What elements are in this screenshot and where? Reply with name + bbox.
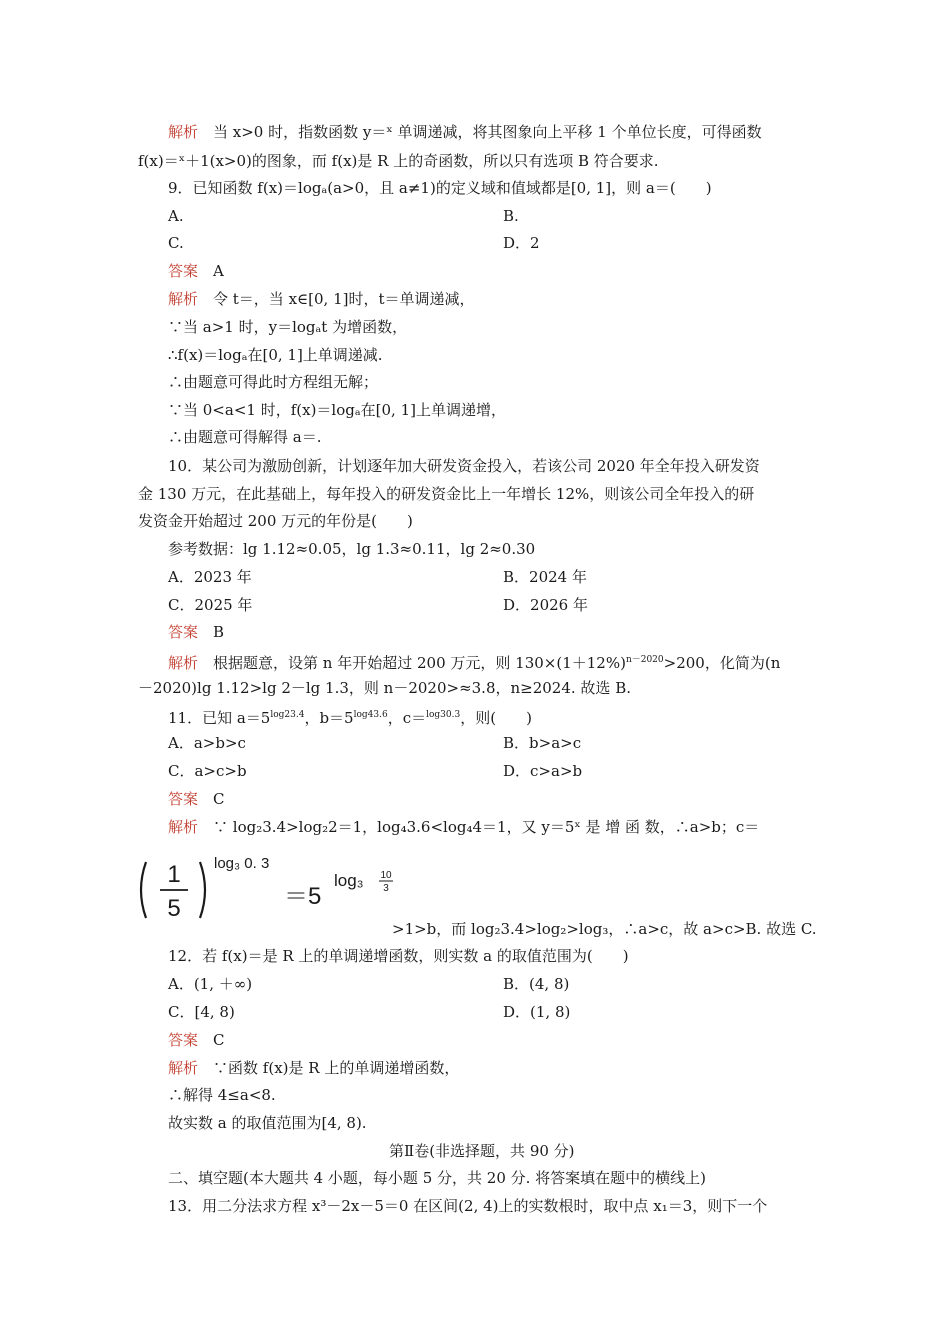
answer-line xyxy=(168,1029,225,1051)
explanation-label: 解析 xyxy=(168,123,199,141)
explanation-line: ∴解得 4≤a<8. xyxy=(168,1086,276,1104)
exponent: log43.6 xyxy=(353,710,388,720)
answer-label: 答案 xyxy=(168,790,199,808)
option-c: C．[4, 8) xyxy=(168,1003,235,1021)
option-a: A．(1, ＋∞) xyxy=(168,975,253,993)
answer-label: 答案 xyxy=(168,623,199,641)
fraction-denominator: 5 xyxy=(167,895,181,922)
option-d: D．2 xyxy=(503,234,540,252)
option-a: A．a>b>c xyxy=(168,734,246,752)
explanation-label: 解析 xyxy=(168,818,199,836)
exponent: log23.4 xyxy=(270,710,305,720)
right-paren xyxy=(200,862,205,918)
option-c: C．a>c>b xyxy=(168,762,247,780)
exponent-log: log₃ xyxy=(334,871,364,890)
explanation-line: f(x)＝ˣ＋1(x>0)的图象，而 f(x)是 R 上的奇函数，所以只有选项 B 符合要求. xyxy=(138,152,659,170)
answer-value: C xyxy=(213,1031,225,1049)
explanation-line: －2020)lg 1.12>lg 2－lg 1.3，则 n－2020>≈3.8，n≥2024. 故选 B. xyxy=(138,679,631,697)
explanation-text: >200，化简为(n xyxy=(663,654,781,672)
explanation-line xyxy=(168,816,759,838)
answer-label: 答案 xyxy=(168,1031,199,1049)
question-10-stem: 10．某公司为激励创新，计划逐年加大研发资金投入，若该公司 2020 年全年投入研发资 xyxy=(168,457,760,475)
left-paren xyxy=(141,862,146,918)
explanation-line: ∵当 a>1 时，y＝logₐt 为增函数， xyxy=(168,318,408,336)
option-b: B．2024 年 xyxy=(503,568,587,586)
question-11-stem xyxy=(168,704,532,729)
exponent-fraction-numerator: 10 xyxy=(380,870,392,881)
exponent: log30.3 xyxy=(426,710,461,720)
option-b: B．(4, 8) xyxy=(503,975,570,993)
stem-part: ，b＝5 xyxy=(304,709,354,727)
explanation-line: ∵当 0<a<1 时，f(x)＝logₐ在[0, 1]上单调递增， xyxy=(168,401,506,419)
question-10-stem: 发资金开始超过 200 万元的年份是( ) xyxy=(138,512,413,530)
option-d: D．2026 年 xyxy=(503,596,588,614)
explanation-line: ∴由题意可得解得 a＝. xyxy=(168,428,322,446)
explanation-text: ∵函数 f(x)是 R 上的单调递增函数， xyxy=(198,1059,460,1077)
answer-line xyxy=(168,621,224,643)
formula-svg xyxy=(134,852,434,928)
fraction-numerator: 1 xyxy=(167,861,181,888)
explanation-line xyxy=(168,1057,459,1079)
option-a: A．2023 年 xyxy=(168,568,252,586)
equals-five: ＝5 xyxy=(284,883,322,910)
explanation-line: 故实数 a 的取值范围为[4, 8). xyxy=(168,1114,367,1132)
explanation-label: 解析 xyxy=(168,290,199,308)
exponent: n－2020 xyxy=(625,655,664,665)
answer-line xyxy=(168,260,224,282)
answer-line xyxy=(168,788,225,810)
reference-data: 参考数据：lg 1.12≈0.05，lg 1.3≈0.11，lg 2≈0.30 xyxy=(168,540,536,558)
stem-part: ，c＝ xyxy=(387,709,427,727)
stem-part: 11．已知 a＝5 xyxy=(168,709,271,727)
explanation-line xyxy=(168,649,780,674)
option-c: C. xyxy=(168,234,184,252)
explanation-line: ∴f(x)＝logₐ在[0, 1]上单调递减. xyxy=(168,346,383,364)
exponent-fraction-denominator: 3 xyxy=(383,883,389,894)
explanation-text: 当 x>0 时，指数函数 y＝ˣ 单调递减，将其图象向上平移 1 个单位长度，可得函数 xyxy=(198,123,762,141)
formula-image xyxy=(134,852,434,928)
option-d: D．c>a>b xyxy=(503,762,583,780)
option-b: B. xyxy=(503,207,519,225)
answer-label: 答案 xyxy=(168,262,199,280)
stem-part: ，则( ) xyxy=(460,709,532,727)
explanation-label: 解析 xyxy=(168,654,199,672)
answer-value: C xyxy=(213,790,225,808)
explanation-text: 根据题意，设第 n 年开始超过 200 万元，则 130×(1＋12%) xyxy=(198,654,626,672)
exponent-log: log₃ 0. 3 xyxy=(214,855,270,872)
explanation-line xyxy=(168,288,475,310)
question-13-stem: 13．用二分法求方程 x³－2x－5＝0 在区间(2, 4)上的实数根时，取中点 x₁＝3，则下一个 xyxy=(168,1197,768,1215)
explanation-text: 令 t＝，当 x∈[0, 1]时，t＝单调递减， xyxy=(198,290,475,308)
option-a: A. xyxy=(168,207,184,225)
section-heading: 第Ⅱ卷(非选择题，共 90 分) xyxy=(389,1142,575,1160)
section-instructions: 二、填空题(本大题共 4 小题，每小题 5 分，共 20 分. 将答案填在题中的横线上) xyxy=(168,1169,707,1187)
question-12-stem: 12．若 f(x)＝是 R 上的单调递增函数，则实数 a 的取值范围为( ) xyxy=(168,947,629,965)
answer-value: B xyxy=(213,623,225,641)
option-d: D．(1, 8) xyxy=(503,1003,571,1021)
answer-value: A xyxy=(213,262,224,280)
explanation-label: 解析 xyxy=(168,1059,199,1077)
explanation-line: >1>b，而 log₂3.4>log₂>log₃，∴a>c，故 a>c>B. 故选 C. xyxy=(392,920,817,938)
explanation-line: ∴由题意可得此时方程组无解； xyxy=(168,373,379,391)
explanation-text: ∵ log₂3.4>log₂2＝1，log₄3.6<log₄4＝1，又 y＝5ˣ 是 增 函 数，∴a>b；c＝ xyxy=(198,818,760,836)
explanation-line xyxy=(168,121,762,143)
question-9-stem: 9．已知函数 f(x)＝logₐ(a>0，且 a≠1)的定义域和值域都是[0, 1]，则 a＝( ) xyxy=(168,179,712,197)
option-b: B．b>a>c xyxy=(503,734,582,752)
question-10-stem: 金 130 万元，在此基础上，每年投入的研发资金比上一年增长 12%，则该公司全年投入的研 xyxy=(138,485,755,503)
option-c: C．2025 年 xyxy=(168,596,253,614)
